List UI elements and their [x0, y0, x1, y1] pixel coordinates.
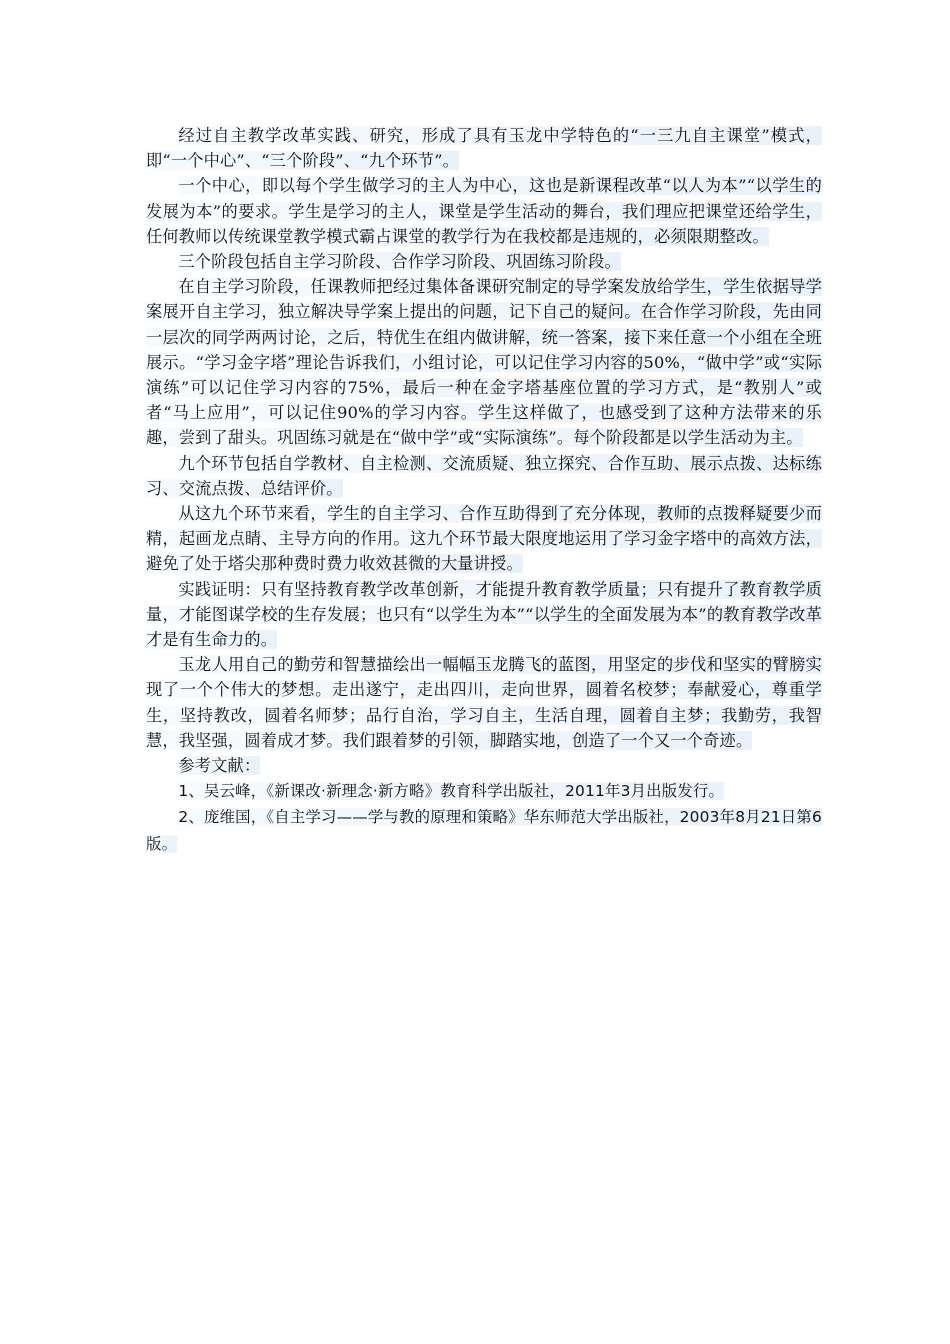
paragraph-text: 一个中心，即以每个学生做学习的主人为中心，这也是新课程改革“以人为本”“以学生的发展为本”的要求。学生是学习的主人，课堂是学生活动的舞台，我们理应把课堂还给学生，任何教师以传统课堂教学模式霸占课堂的教学行为在我校都是违规的，必须限期整改。 [146, 176, 822, 246]
paragraph-text: 从这九个环节来看，学生的自主学习、合作互助得到了充分体现，教师的点拨释疑要少而精，起画龙点睛、主导方向的作用。这九个环节最大限度地运用了学习金字塔中的高效方法，避免了处于塔尖那种费时费力收效甚微的大量讲授。 [146, 504, 822, 574]
paragraph-text: 实践证明：只有坚持教育教学改革创新，才能提升教育教学质量；只有提升了教育教学质量，才能图谋学校的生存发展；也只有“以学生为本”“以学生的全面发展为本”的教育教学改革才是有生命力的。 [146, 579, 822, 650]
references-heading-text: 参考文献： [178, 756, 261, 776]
document-body [146, 123, 822, 857]
paragraph-one-center [146, 173, 822, 249]
paragraph-three-stages [146, 249, 822, 274]
paragraph-practice-proof [146, 577, 822, 653]
paragraph-text: 九个环节包括自学教材、自主检测、交流质疑、独立探究、合作互助、展示点拨、达标练习、交流点拨、总结评价。 [146, 453, 822, 498]
paragraph-nine-steps [146, 451, 822, 501]
paragraph-text: 三个阶段包括自主学习阶段、合作学习阶段、巩固练习阶段。 [178, 252, 621, 272]
paragraph-model-intro [146, 123, 822, 173]
paragraph-text: 在自主学习阶段，任课教师把经过集体备课研究制定的导学案发放给学生，学生依据导学案展开自主学习，独立解决导学案上提出的问题，记下自己的疑问。在合作学习阶段，先由同一层次的同学两两讨论，之后，特优生在组内做讲解，统一答案，接下来任意一个小组在全班展示。“学习金字塔”理论告诉我们，小组讨论，可以记住学习内容的50%，“做中学”或“实际演练”可以记住学习内容的75%，最后一种在金字塔基座位置的学习方式，是“教别人”或者“马上应用”，可以记住90%的学习内容。学生这样做了，也感受到了这种方法带来的乐趣，尝到了甜头。巩固练习就是在“做中学”或“实际演练”。每个阶段都是以学生活动为主。 [146, 277, 822, 448]
reference-item [146, 804, 822, 856]
reference-text: 2、庞维国，《自主学习——学与教的原理和策略》华东师范大学出版社，2003年8月21日第6版。 [146, 808, 822, 853]
paragraph-nine-steps-analysis [146, 501, 822, 577]
paragraph-self-study-stage [146, 274, 822, 450]
paragraph-yulong-dream [146, 652, 822, 753]
reference-item [146, 778, 822, 804]
reference-text: 1、吴云峰，《新课改·新理念·新方略》教育科学出版社，2011年3月出版发行。 [178, 782, 725, 801]
references-heading [146, 753, 822, 778]
paragraph-text: 经过自主教学改革实践、研究，形成了具有玉龙中学特色的“一三九自主课堂”模式，即“一个中心”、“三个阶段”、“九个环节”。 [146, 126, 822, 171]
paragraph-text: 玉龙人用自己的勤劳和智慧描绘出一幅幅玉龙腾飞的蓝图，用坚定的步伐和坚实的臂膀实现了一个个伟大的梦想。走出遂宁，走出四川，走向世界，圆着名校梦；奉献爱心，尊重学生，坚持教改，圆着名师梦；品行自治，学习自主，生活自理，圆着自主梦；我勤劳，我智慧，我坚强，圆着成才梦。我们跟着梦的引领，脚踏实地，创造了一个又一个奇迹。 [146, 655, 822, 750]
